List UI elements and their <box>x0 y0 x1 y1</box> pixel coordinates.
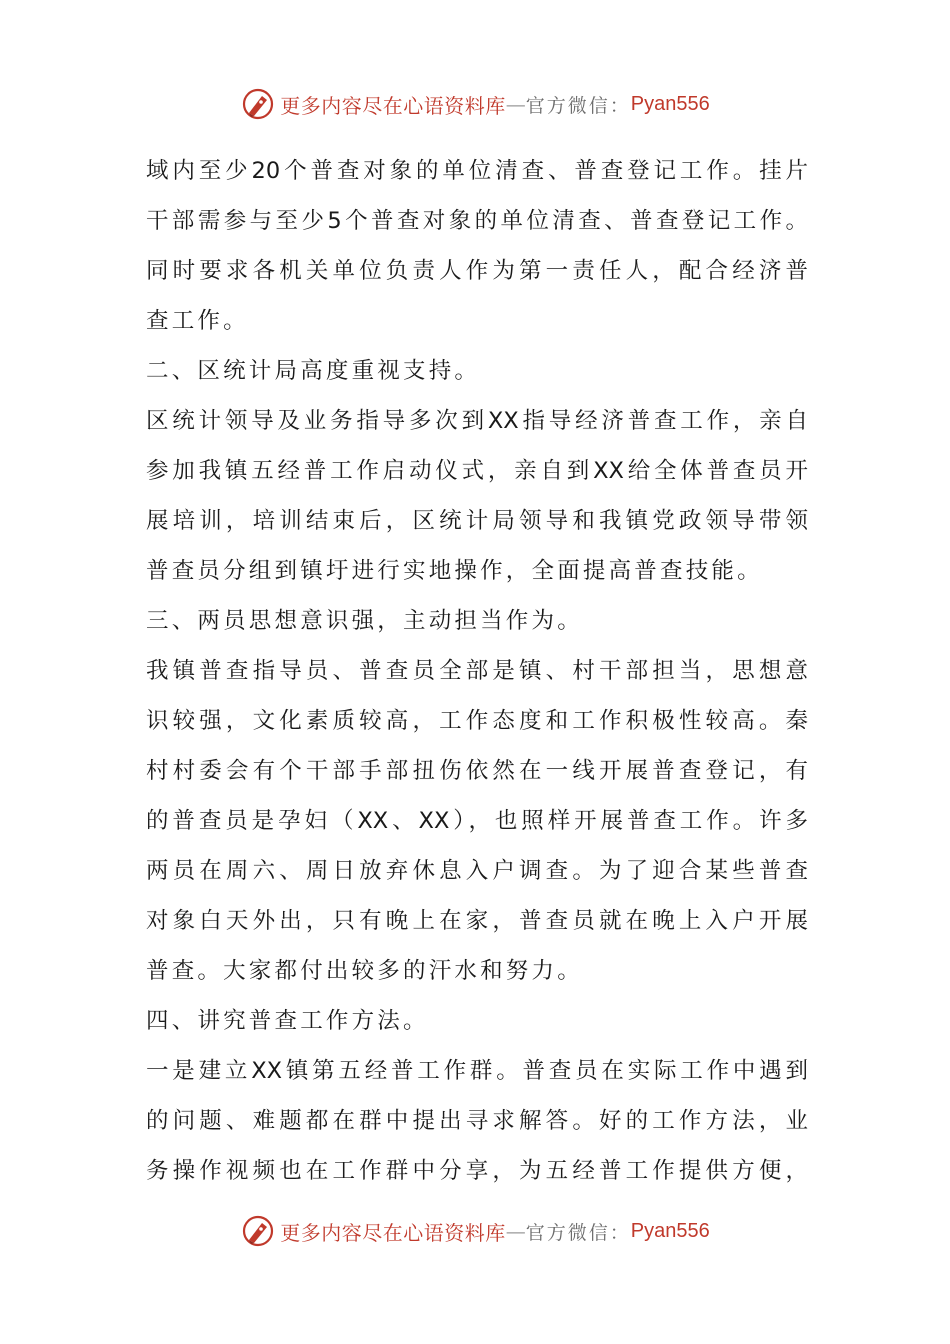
body-line: 参加我镇五经普工作启动仪式，亲自到XX给全体普查员开 <box>146 458 808 484</box>
body-line: 域内至少20个普查对象的单位清查、普查登记工作。挂片 <box>146 158 808 184</box>
body-line: 村村委会有个干部手部扭伤依然在一线开展普查登记，有 <box>146 758 808 784</box>
header-banner-dash: — <box>505 92 526 116</box>
pen-nib-logo-icon <box>240 1213 276 1249</box>
header-banner-label: 官方微信： <box>525 94 631 117</box>
body-line: 查工作。 <box>146 308 249 334</box>
header-banner-wechat-id: Pyan556 <box>630 92 710 115</box>
section-heading: 三、两员思想意识强，主动担当作为。 <box>146 608 583 634</box>
body-line: 的问题、难题都在群中提出寻求解答。好的工作方法，业 <box>146 1108 808 1134</box>
pen-nib-logo-icon <box>240 86 276 122</box>
footer-banner-wechat-id: Pyan556 <box>630 1219 710 1242</box>
document-body <box>146 146 808 1196</box>
body-line: 的普查员是孕妇（XX、XX），也照样开展普查工作。许多 <box>146 808 808 834</box>
body-line: 普查员分组到镇圩进行实地操作，全面提高普查技能。 <box>146 558 763 584</box>
body-line: 同时要求各机关单位负责人作为第一责任人，配合经济普 <box>146 258 808 284</box>
body-line: 普查。大家都付出较多的汗水和努力。 <box>146 958 583 984</box>
body-line: 务操作视频也在工作群中分享，为五经普工作提供方便， <box>146 1158 808 1184</box>
footer-banner-dash: — <box>505 1219 526 1243</box>
body-line: 干部需参与至少5个普查对象的单位清查、普查登记工作。 <box>146 208 808 234</box>
body-line: 区统计领导及业务指导多次到XX指导经济普查工作，亲自 <box>146 408 808 434</box>
body-line: 对象白天外出，只有晚上在家，普查员就在晚上入户开展 <box>146 908 808 934</box>
body-line: 两员在周六、周日放弃休息入户调查。为了迎合某些普查 <box>146 858 808 884</box>
footer-banner <box>0 1211 950 1251</box>
header-banner <box>0 84 950 124</box>
body-line: 一是建立XX镇第五经普工作群。普查员在实际工作中遇到 <box>146 1058 808 1084</box>
body-line: 识较强，文化素质较高，工作态度和工作积极性较高。秦 <box>146 708 808 734</box>
footer-banner-title: 更多内容尽在心语资料库 <box>280 1220 506 1245</box>
section-heading: 二、区统计局高度重视支持。 <box>146 358 481 384</box>
body-line: 我镇普查指导员、普查员全部是镇、村干部担当，思想意 <box>146 658 808 684</box>
body-line: 展培训，培训结束后，区统计局领导和我镇党政领导带领 <box>146 508 808 534</box>
footer-banner-label: 官方微信： <box>525 1221 631 1244</box>
section-heading: 四、讲究普查工作方法。 <box>146 1008 429 1034</box>
header-banner-title: 更多内容尽在心语资料库 <box>280 93 506 118</box>
